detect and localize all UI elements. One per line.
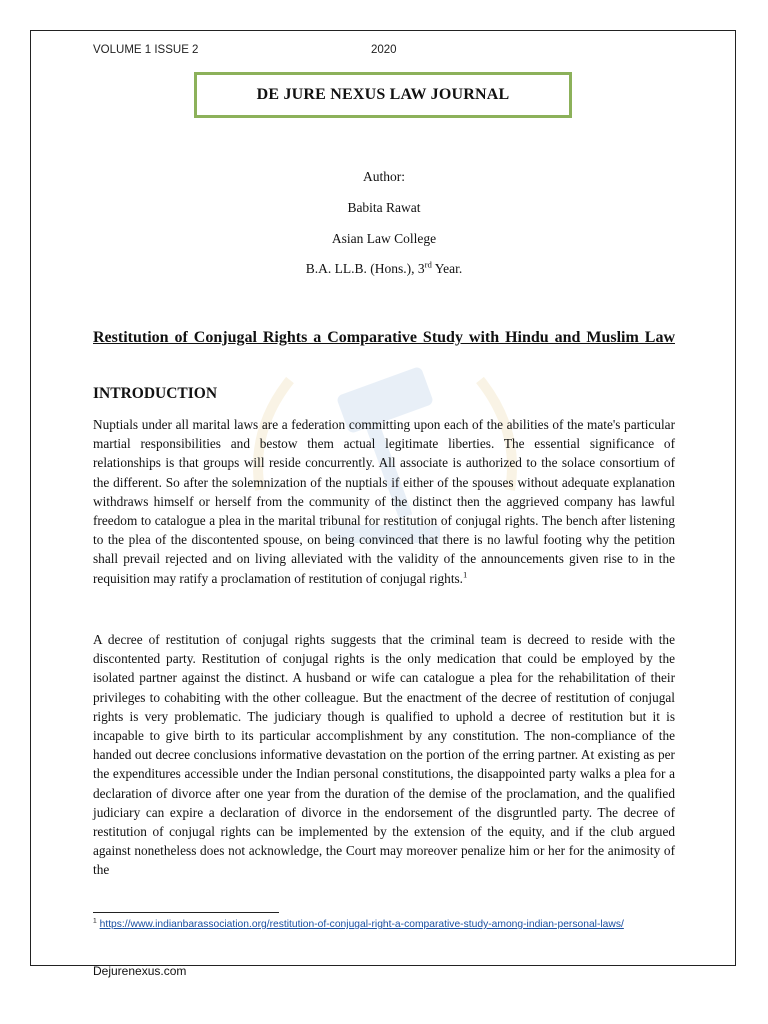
body-paragraph-2: A decree of restitution of conjugal rights suggests that the criminal team is decreed to reside with the discontented party. Restitution of conjugal rights is the only medication that could be employed by the isolated partner against the distinct. A husband or wife can catalogue a plea for the rehabilitation of their privileges to cohabiting with the other colleague. But the enactment of the decree of restitution of conjugal rights is very problematic. The judiciary though is qualified to uphold a decree of restitution but it is incapable to give birth to its particular accomplishment by any constitution. The non-compliance of the handed out decree conclusions informative devastation on the portion of the erring partner. At existing as per the expenditures accessible under the Indian personal constitutions, the disappointed party walks a plea for a declaration of divorce after one year from the duration of the demise of the proclamation, and the qualified judiciary can expire a declaration of divorce in the endorsement of the disgruntled party. The decree of restitution of conjugal rights can be implemented by the extension of the equity, and if the club argued against nonetheless does not acknowledge, the Court may moreover penalize him or her for the animosity of the <box>93 632 675 878</box>
footnote-divider <box>93 912 279 913</box>
footnote-number: 1 <box>93 917 97 925</box>
journal-title: DE JURE NEXUS LAW JOURNAL <box>256 86 510 103</box>
footnote-link[interactable]: https://www.indianbarassociation.org/restitution-of-conjugal-right-a-comparative-study-among-indian-personal-laws/ <box>99 919 624 930</box>
author-label: Author: <box>363 169 405 184</box>
issue-year: 2020 <box>371 44 397 56</box>
author-college: Asian Law College <box>331 231 437 246</box>
body-paragraph-1 <box>93 415 675 588</box>
volume-issue: VOLUME 1 ISSUE 2 <box>93 44 199 56</box>
footnote <box>93 918 653 932</box>
author-course <box>0 261 768 277</box>
article-title: Restitution of Conjugal Rights a Comparative Study with Hindu and Muslim Law <box>93 329 675 346</box>
paragraph-1-text: Nuptials under all marital laws are a federation committing upon each of the abilities of the mate's particular martial responsibilities and bestow them actual legitimate liberties. The essential significance of relationships is that groups will reside concurrently. All associate is authorized to the solace consortium of the different. So after the solemnization of the nuptials if either of the spouses without adequate explanation withdraws himself or herself from the community of the distinct then the aggrieved company has lawful freedom to catalogue a plea in the marital tribunal for restitution of conjugal rights. The bench after listening to the plea of the discontented spouse, on being convinced that there is no lawful footing why the petition shall prevail rejected and on living alleviated with the validity of the announcements given rise to in the requisition may ratify a proclamation of restitution of conjugal rights. <box>93 417 675 586</box>
footer-site: Dejurenexus.com <box>93 964 187 978</box>
course-suffix: Year. <box>431 261 463 276</box>
course-sup: rd <box>424 259 432 270</box>
journal-title-box <box>194 72 572 118</box>
section-heading: INTRODUCTION <box>93 385 218 402</box>
footnote-ref[interactable]: 1 <box>463 569 468 580</box>
course-prefix: B.A. LL.B. (Hons.), 3 <box>305 261 425 276</box>
author-name: Babita Rawat <box>347 200 421 215</box>
